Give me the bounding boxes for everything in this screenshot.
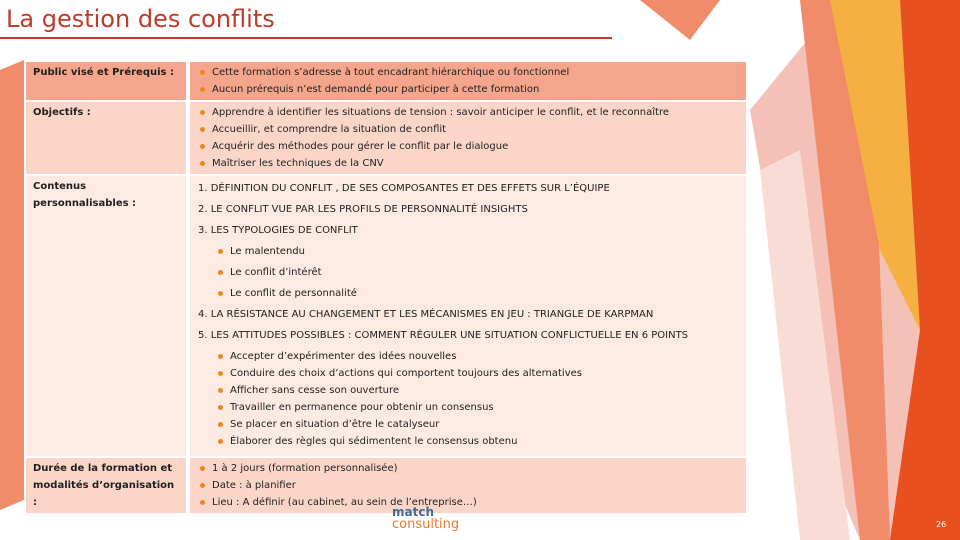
list-item: Apprendre à identifier les situations de tension : savoir anticiper le conflit, et le reconnaître xyxy=(198,104,740,121)
content-table xyxy=(26,62,746,515)
title-underline xyxy=(0,37,612,39)
list-item: Le conflit d’intérêt xyxy=(216,264,740,281)
company-logo xyxy=(392,506,462,538)
row-label: Durée de la formation et modalités d’organisation : xyxy=(26,458,186,513)
list-item: Accueillir, et comprendre la situation de conflit xyxy=(198,121,740,138)
row-objectifs xyxy=(26,102,746,174)
row-label: Public visé et Prérequis : xyxy=(26,62,186,100)
section-1 xyxy=(198,180,740,197)
list-item: 1 à 2 jours (formation personnalisée) xyxy=(198,460,740,477)
section-title: 3. LES TYPOLOGIES DE CONFLIT xyxy=(198,225,358,236)
row-content xyxy=(190,176,746,456)
list-item: Aucun prérequis n’est demandé pour participer à cette formation xyxy=(198,81,740,98)
section-title: 5. LES ATTITUDES POSSIBLES : COMMENT RÉGULER UNE SITUATION CONFLICTUELLE EN 6 POINTS xyxy=(198,330,689,341)
list-item: Le conflit de personnalité xyxy=(216,285,740,302)
logo-word-bottom: consulting xyxy=(392,517,460,532)
list-item: Accepter d’expérimenter des idées nouvelles xyxy=(216,348,740,365)
deco-top-orange xyxy=(640,0,720,40)
list-item: Conduire des choix d’actions qui comportent toujours des alternatives xyxy=(216,365,740,382)
row-content xyxy=(190,102,746,174)
list-item: Élaborer des règles qui sédimentent le consensus obtenu xyxy=(216,433,740,450)
list-item: Travailler en permanence pour obtenir un consensus xyxy=(216,399,740,416)
row-public xyxy=(26,62,746,100)
list-item: Afficher sans cesse son ouverture xyxy=(216,382,740,399)
row-content xyxy=(190,458,746,513)
logo-word-top: match xyxy=(392,505,434,519)
list-item: Maîtriser les techniques de la CNV xyxy=(198,155,740,172)
row-label: Objectifs : xyxy=(26,102,186,174)
list-item: Date : à planifier xyxy=(198,477,740,494)
page-title: La gestion des conflits xyxy=(6,5,275,33)
list-item: Cette formation s’adresse à tout encadrant hiérarchique ou fonctionnel xyxy=(198,64,740,81)
section-5 xyxy=(198,327,740,450)
row-contenus xyxy=(26,176,746,456)
section-3 xyxy=(198,222,740,302)
section-title: 4. LA RÉSISTANCE AU CHANGEMENT ET LES MÉCANISMES EN JEU : TRIANGLE DE KARPMAN xyxy=(198,309,654,320)
deco-left-strip xyxy=(0,60,24,510)
section-2 xyxy=(198,201,740,218)
page-number: 26 xyxy=(936,520,947,529)
section-title: 2. LE CONFLIT VUE PAR LES PROFILS DE PERSONNALITÉ INSIGHTS xyxy=(198,204,528,215)
list-item: Lieu : A définir (au cabinet, au sein de l’entreprise…) xyxy=(198,494,740,511)
list-item: Acquérir des méthodes pour gérer le conflit par le dialogue xyxy=(198,138,740,155)
row-label: Contenus personnalisables : xyxy=(26,176,186,456)
section-title: 1. DÉFINITION DU CONFLIT , DE SES COMPOSANTES ET DES EFFETS SUR L’ÉQUIPE xyxy=(198,183,610,194)
section-4 xyxy=(198,306,740,323)
list-item: Le malentendu xyxy=(216,243,740,260)
row-content xyxy=(190,62,746,100)
row-duree xyxy=(26,458,746,513)
list-item: Se placer en situation d’être le catalyseur xyxy=(216,416,740,433)
